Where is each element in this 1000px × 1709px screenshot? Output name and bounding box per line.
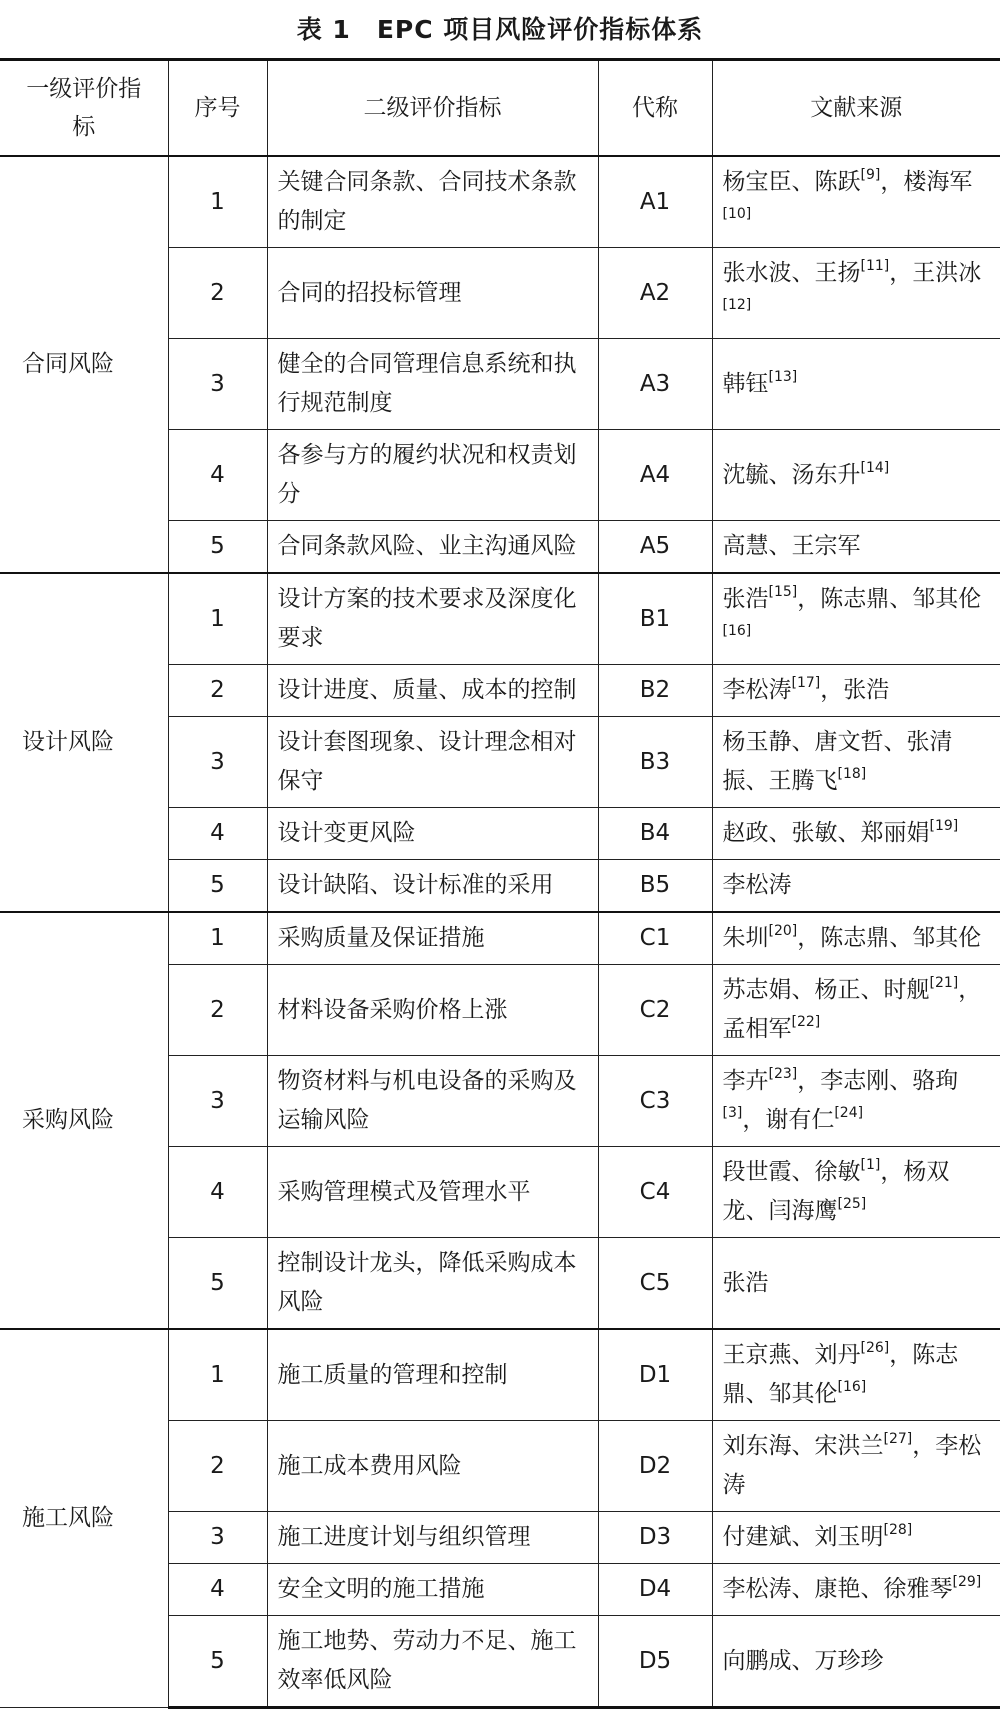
indicator-code: D3 bbox=[598, 1512, 712, 1564]
literature-source bbox=[712, 521, 1000, 574]
indicator-code: B2 bbox=[598, 665, 712, 717]
author-names: ，李松涛 bbox=[722, 1433, 982, 1498]
level1-category: 设计风险 bbox=[0, 573, 168, 912]
indicator-code: A3 bbox=[598, 339, 712, 430]
row-seq: 2 bbox=[168, 665, 267, 717]
row-seq: 4 bbox=[168, 808, 267, 860]
level2-indicator: 设计套图现象、设计理念相对保守 bbox=[267, 717, 598, 808]
table-row bbox=[0, 573, 1000, 665]
level2-indicator: 设计方案的技术要求及深度化要求 bbox=[267, 573, 598, 665]
indicator-code: C1 bbox=[598, 912, 712, 965]
literature-source bbox=[712, 1329, 1000, 1421]
citation-ref: [29] bbox=[952, 1574, 982, 1590]
literature-source bbox=[712, 860, 1000, 913]
literature-source bbox=[712, 808, 1000, 860]
literature-source bbox=[712, 1616, 1000, 1708]
author-names: ，张浩 bbox=[820, 677, 890, 703]
citation-ref: [16] bbox=[837, 1379, 867, 1395]
citation-ref: [14] bbox=[860, 459, 890, 476]
citation-ref: [9] bbox=[860, 167, 881, 183]
row-seq: 1 bbox=[168, 912, 267, 965]
row-seq: 5 bbox=[168, 1238, 267, 1330]
citation-ref: [28] bbox=[883, 1522, 913, 1538]
citation-ref: [3] bbox=[722, 1105, 743, 1121]
row-seq: 1 bbox=[168, 573, 267, 665]
literature-source bbox=[712, 665, 1000, 717]
level2-indicator: 合同的招投标管理 bbox=[267, 248, 598, 339]
row-seq: 4 bbox=[168, 1147, 267, 1238]
literature-source bbox=[712, 248, 1000, 339]
indicator-code: C3 bbox=[598, 1056, 712, 1147]
level2-indicator: 关键合同条款、合同技术条款的制定 bbox=[267, 156, 598, 248]
author-names: 李松涛、康艳、徐雅琴 bbox=[722, 1576, 953, 1602]
author-names: 李松涛 bbox=[722, 872, 792, 898]
citation-ref: [25] bbox=[837, 1196, 867, 1212]
author-names: 沈毓、汤东升 bbox=[722, 461, 861, 488]
level2-indicator: 施工质量的管理和控制 bbox=[267, 1329, 598, 1421]
citation-ref: [24] bbox=[834, 1105, 864, 1121]
table-row bbox=[0, 156, 1000, 248]
level2-indicator: 安全文明的施工措施 bbox=[267, 1564, 598, 1616]
author-names: ，谢有仁 bbox=[742, 1107, 835, 1133]
citation-ref: [26] bbox=[860, 1340, 890, 1356]
level2-indicator: 采购管理模式及管理水平 bbox=[267, 1147, 598, 1238]
table-row bbox=[0, 1329, 1000, 1421]
level1-category: 采购风险 bbox=[0, 912, 168, 1329]
citation-ref: [13] bbox=[768, 368, 798, 385]
row-seq: 3 bbox=[168, 717, 267, 808]
indicator-code: A4 bbox=[598, 430, 712, 521]
author-names: 张水波、王扬 bbox=[722, 260, 861, 286]
author-names: 付建斌、刘玉明 bbox=[722, 1524, 884, 1550]
author-names: ，陈志鼎、邹其伦 bbox=[797, 586, 982, 612]
level2-indicator: 设计进度、质量、成本的控制 bbox=[267, 665, 598, 717]
row-seq: 4 bbox=[168, 1564, 267, 1616]
level1-category: 施工风险 bbox=[0, 1329, 168, 1708]
row-seq: 4 bbox=[168, 430, 267, 521]
author-names: ，楼海军 bbox=[880, 169, 973, 195]
row-seq: 5 bbox=[168, 860, 267, 913]
author-names: 赵政、张敏、郑丽娟 bbox=[722, 820, 930, 846]
level2-indicator: 物资材料与机电设备的采购及运输风险 bbox=[267, 1056, 598, 1147]
author-names: 张浩 bbox=[722, 1269, 769, 1296]
indicator-code: C4 bbox=[598, 1147, 712, 1238]
citation-ref: [10] bbox=[722, 206, 752, 222]
literature-source bbox=[712, 1564, 1000, 1616]
citation-ref: [21] bbox=[929, 975, 959, 991]
literature-source bbox=[712, 912, 1000, 965]
indicator-code: D4 bbox=[598, 1564, 712, 1616]
author-names: 苏志娟、杨正、时舰 bbox=[722, 977, 930, 1003]
row-seq: 1 bbox=[168, 1329, 267, 1421]
author-names: ，陈志鼎、邹其伦 bbox=[722, 1342, 959, 1407]
author-names: 王京燕、刘丹 bbox=[722, 1342, 861, 1368]
row-seq: 1 bbox=[168, 156, 267, 248]
table-title: 表 1 EPC 项目风险评价指标体系 bbox=[296, 15, 704, 44]
level2-indicator: 设计变更风险 bbox=[267, 808, 598, 860]
literature-source bbox=[712, 339, 1000, 430]
level2-indicator: 材料设备采购价格上涨 bbox=[267, 965, 598, 1056]
literature-source bbox=[712, 1512, 1000, 1564]
indicator-code: A5 bbox=[598, 521, 712, 574]
row-seq: 5 bbox=[168, 521, 267, 574]
literature-source bbox=[712, 965, 1000, 1056]
table-row bbox=[0, 912, 1000, 965]
citation-ref: [17] bbox=[791, 675, 821, 691]
indicator-code: D2 bbox=[598, 1421, 712, 1512]
citation-ref: [27] bbox=[883, 1431, 913, 1447]
header-seq: 序号 bbox=[168, 60, 267, 157]
citation-ref: [16] bbox=[722, 623, 752, 639]
author-names: 张浩 bbox=[722, 586, 769, 612]
literature-source bbox=[712, 156, 1000, 248]
author-names: 高慧、王宗军 bbox=[722, 533, 861, 559]
indicator-code: B4 bbox=[598, 808, 712, 860]
indicator-code: C5 bbox=[598, 1238, 712, 1330]
level2-indicator: 施工地势、劳动力不足、施工效率低风险 bbox=[267, 1616, 598, 1708]
literature-source bbox=[712, 717, 1000, 808]
level2-indicator: 合同条款风险、业主沟通风险 bbox=[267, 521, 598, 574]
literature-source bbox=[712, 430, 1000, 521]
row-seq: 5 bbox=[168, 1616, 267, 1708]
citation-ref: [1] bbox=[860, 1157, 881, 1173]
literature-source bbox=[712, 1238, 1000, 1330]
indicator-code: B1 bbox=[598, 573, 712, 665]
level2-indicator: 各参与方的履约状况和权责划分 bbox=[267, 430, 598, 521]
literature-source bbox=[712, 1421, 1000, 1512]
indicator-code: A2 bbox=[598, 248, 712, 339]
literature-source bbox=[712, 573, 1000, 665]
author-names: ，孟相军 bbox=[722, 977, 982, 1042]
literature-source bbox=[712, 1147, 1000, 1238]
header-source: 文献来源 bbox=[712, 60, 1000, 157]
author-names: 李卉 bbox=[722, 1068, 769, 1094]
indicator-code: C2 bbox=[598, 965, 712, 1056]
level1-category: 合同风险 bbox=[0, 156, 168, 573]
indicator-code: D1 bbox=[598, 1329, 712, 1421]
citation-ref: [11] bbox=[860, 258, 890, 274]
citation-ref: [20] bbox=[768, 923, 798, 939]
author-names: 杨玉静、唐文哲、张清振、王腾飞 bbox=[722, 729, 953, 794]
header-code: 代称 bbox=[598, 60, 712, 157]
author-names: ，陈志鼎、邹其伦 bbox=[797, 925, 982, 951]
literature-source bbox=[712, 1056, 1000, 1147]
author-names: 韩钰 bbox=[722, 370, 769, 397]
author-names: ，杨双龙、闫海鹰 bbox=[722, 1159, 950, 1224]
row-seq: 3 bbox=[168, 1056, 267, 1147]
author-names: ，李志刚、骆珣 bbox=[797, 1068, 959, 1094]
author-names: 向鹏成、万珍珍 bbox=[722, 1647, 884, 1674]
level2-indicator: 施工成本费用风险 bbox=[267, 1421, 598, 1512]
author-names: 段世霞、徐敏 bbox=[722, 1159, 861, 1185]
row-seq: 2 bbox=[168, 1421, 267, 1512]
indicator-code: A1 bbox=[598, 156, 712, 248]
author-names: 李松涛 bbox=[722, 677, 792, 703]
level2-indicator: 控制设计龙头，降低采购成本风险 bbox=[267, 1238, 598, 1330]
author-names: 杨宝臣、陈跃 bbox=[722, 169, 861, 195]
indicator-code: B5 bbox=[598, 860, 712, 913]
level2-indicator: 采购质量及保证措施 bbox=[267, 912, 598, 965]
header-level2: 二级评价指标 bbox=[267, 60, 598, 157]
table-body bbox=[0, 156, 1000, 1708]
author-names: 朱圳 bbox=[722, 925, 769, 951]
row-seq: 3 bbox=[168, 339, 267, 430]
level2-indicator: 施工进度计划与组织管理 bbox=[267, 1512, 598, 1564]
header-row bbox=[0, 60, 1000, 157]
level2-indicator: 健全的合同管理信息系统和执行规范制度 bbox=[267, 339, 598, 430]
citation-ref: [23] bbox=[768, 1066, 798, 1082]
indicator-code: D5 bbox=[598, 1616, 712, 1708]
row-seq: 3 bbox=[168, 1512, 267, 1564]
level2-indicator: 设计缺陷、设计标准的采用 bbox=[267, 860, 598, 913]
author-names: ，王洪冰 bbox=[889, 260, 982, 286]
author-names: 刘东海、宋洪兰 bbox=[722, 1433, 884, 1459]
citation-ref: [22] bbox=[791, 1014, 821, 1030]
row-seq: 2 bbox=[168, 248, 267, 339]
header-level1: 一级评价指标 bbox=[0, 60, 168, 157]
row-seq: 2 bbox=[168, 965, 267, 1056]
indicator-code: B3 bbox=[598, 717, 712, 808]
citation-ref: [15] bbox=[768, 584, 798, 600]
citation-ref: [18] bbox=[837, 766, 867, 782]
risk-index-table bbox=[0, 58, 1000, 1709]
citation-ref: [19] bbox=[929, 818, 959, 834]
citation-ref: [12] bbox=[722, 297, 752, 313]
